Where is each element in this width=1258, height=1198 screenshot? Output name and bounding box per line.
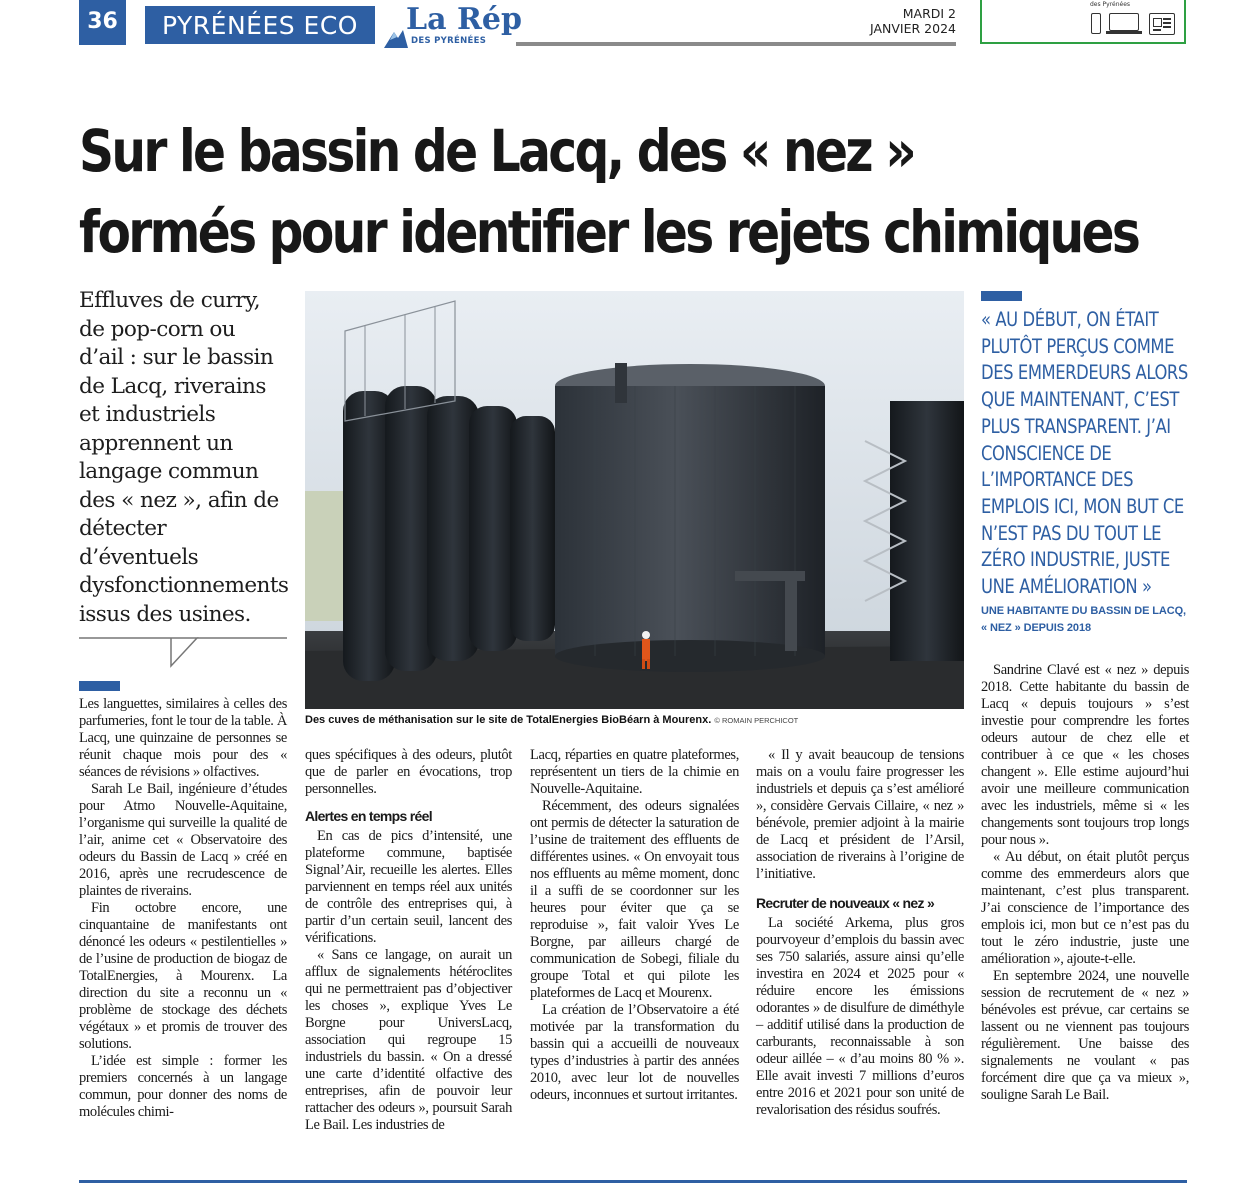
article-column-5 — [981, 662, 1189, 1104]
paragraph: Sarah Le Bail, ingénieure d’études pour Atmo Nouvelle-Aquitaine, l’organisme qui surveille la qualité de l’air, anime cet « Observatoire des odeurs du Bassin de Lacq » créé en 2016, après une recrudescence de plaintes de riverains. — [79, 781, 287, 899]
paragraph: Récemment, des odeurs signalées ont permis de détecter la saturation de l’usine de traitement des effluents de différentes usines. « On envoyait tous nos effluents au même moment, donc il a suffi de se coordonner sur les heures pour éviter que ça se reproduise », fait valoir Yves Le Borgne, par ailleurs chargé de communication de Sobegi, filiale du groupe Total et qui pilote les plateformes de Lacq et Mourenx. — [530, 798, 739, 1001]
paragraph: Fin octobre encore, une cinquantaine de manifestants ont dénoncé les odeurs « pestilentielles » de l’usine de production de biogaz de TotalEnergies, à Mourenx. La direction du site a reconnu un « problème de stockage des déchets végétaux » et promis de trouver des solutions. — [79, 900, 287, 1052]
page-number: 36 — [79, 0, 126, 45]
newspaper-logo[interactable] — [384, 2, 522, 48]
logo-name: La Rép — [406, 2, 522, 37]
quote-attribution — [981, 603, 1211, 637]
column-accent-bar — [79, 681, 120, 691]
article-column-1 — [79, 696, 287, 1121]
paragraph: La société Arkema, plus gros pourvoyeur d’emplois du bassin avec ses 750 salariés, assure ainsi qu’elle investira en 2024 et 2025 pour « réduire encore les émissions odorantes » de disulfure de diméthyle – additif utilisé dans la production de carburants, reconnaissable à son odeur aillée – « d’au moins 80 % ». Elle avait investi 7 millions d’euros entre 2016 et 2021 pour son unité de revalorisation des résidus soufrés. — [756, 915, 964, 1118]
methanisation-tanks-illustration — [305, 291, 964, 709]
logo-subtitle: DES PYRÉNÉES — [411, 36, 487, 46]
intro-speech-pointer — [79, 636, 287, 668]
mountain-icon — [384, 10, 408, 50]
newspaper-icon — [1149, 13, 1175, 35]
paragraph: Lacq, réparties en quatre plateformes, représentent un tiers de la chimie en Nouvelle-Aquitaine. — [530, 747, 739, 797]
article-intro: Effluves de curry, de pop-corn ou d’ail : sur le bassin de Lacq, riverains et industriels apprennent un langage commun des « nez », afin de détecter d’éventuels dysfonctionnements issus des usines. — [79, 288, 289, 627]
quote-author-line-2: « NEZ » DEPUIS 2018 — [981, 622, 1091, 634]
paragraph: ques spécifiques à des odeurs, plutôt que de parler en évocations, trop personnelles. — [305, 747, 512, 797]
quote-accent-bar — [981, 291, 1022, 301]
article-photo[interactable] — [305, 291, 964, 709]
caption-text: Des cuves de méthanisation sur le site de TotalEnergies BioBéarn à Mourenx. — [305, 714, 712, 726]
date-line-2: JANVIER 2024 — [870, 21, 956, 36]
paragraph: L’idée est simple : former les premiers concernés à un langage commun, pour donner des noms de molécules chimi- — [79, 1053, 287, 1120]
paragraph: En cas de pics d’intensité, une plateforme commune, baptisée Signal’Air, recueille les alertes. Elles parviennent en temps réel aux unités de contrôle des entreprises qui, à partir d’un certain seuil, lancent des vérifications. — [305, 828, 512, 946]
issue-date — [850, 6, 956, 36]
digital-promo-box[interactable] — [980, 0, 1186, 44]
header-rule — [516, 42, 956, 46]
laptop-icon — [1109, 13, 1139, 31]
subheading: Alertes en temps réel — [305, 808, 432, 824]
paragraph: La création de l’Observatoire a été motivée par la transformation du bassin qui a accueilli de nouveaux types d’industries à partir des années 2010, avec leur lot de nouvelles odeurs, inconnues et surtout irritantes. — [530, 1002, 739, 1103]
subheading: Recruter de nouveaux « nez » — [756, 895, 935, 911]
article-column-4 — [756, 747, 964, 1119]
article-column-3 — [530, 747, 739, 1104]
newspaper-photo-icon — [1153, 18, 1162, 27]
pull-quote: « AU DÉBUT, ON ÉTAIT PLUTÔT PERÇUS COMME DES EMMERDEURS ALORS QUE MAINTENANT, C’EST PLUS TRANSPARENT. J’AI CONSCIENCE DE L’IMPORTANCE DES EMPLOIS ICI, MON BUT CE N’EST PAS DU TOUT LE ZÉRO INDUSTRIE, JUSTE UNE AMÉLIORATION » — [981, 308, 1188, 599]
laptop-base-icon — [1106, 31, 1142, 34]
headline-line-2: formés pour identifier les rejets chimiques — [79, 198, 1139, 266]
phone-icon — [1091, 13, 1101, 34]
promo-text: des Pyrénées — [1090, 1, 1131, 8]
quote-author-line-1: UNE HABITANTE DU BASSIN DE LACQ, — [981, 605, 1186, 617]
paragraph: Sandrine Clavé est « nez » depuis 2018. Cette habitante du bassin de Lacq « depuis toujours » s’est investie pour comprendre les fortes odeurs autour de chez elle et contribuer à ce que « les choses changent ». Elle estime aujourd’hui avoir une meilleure communication avec les industriels, même si « les changements sont toujours trop longs pour nous ». — [981, 662, 1189, 848]
headline-line-1: Sur le bassin de Lacq, des « nez » — [79, 117, 915, 185]
photo-credit: © ROMAIN PERCHICOT — [714, 716, 799, 725]
date-line-1: MARDI 2 — [902, 6, 956, 21]
newspaper-lines-icon — [1163, 18, 1171, 20]
paragraph: « Au début, on était plutôt perçus comme des emmerdeurs alors que maintenant, c’est plus transparent. J’ai conscience de l’importance des emplois ici, mon but ce n’est pas du tout le zéro industrie, juste une amélioration », ajoute-t-elle. — [981, 849, 1189, 967]
paragraph: Les languettes, similaires à celles des parfumeries, font le tour de la table. À Lacq, une quinzaine de personnes se réunit chaque mois pour des « séances de révisions » olfactives. — [79, 696, 287, 780]
footer-rule — [79, 1180, 1187, 1183]
paragraph: « Il y avait beaucoup de tensions mais on a voulu faire progresser les industriels et depuis ça s’est amélioré », considère Gervais Cillaire, « nez » bénévole, premier adjoint à la mairie de Lacq et président de l’Arsil, association de riverains à l’origine de l’initiative. — [756, 747, 964, 882]
article-column-2 — [305, 747, 512, 1134]
photo-caption — [305, 713, 985, 728]
paragraph: « Sans ce langage, on aurait un afflux de signalements hétéroclites qui ne permettraient pas d’objectiver les choses », explique Yves Le Borgne pour UniversLacq, association qui regroupe 15 industriels du bassin. « On a dressé une carte d’identité olfactive des entreprises, afin de pouvoir leur rattacher des odeurs », poursuit Sarah Le Bail. Les industries de — [305, 947, 512, 1133]
headline — [79, 111, 1139, 273]
section-label: PYRÉNÉES ECO — [145, 6, 375, 44]
paragraph: En septembre 2024, une nouvelle session de recrutement de « nez » bénévoles est prévue, car certains se lassent ou ne viennent pas toujours régulièrement. Une baisse des signalements ne voulant « pas forcément dire que ça va mieux », souligne Sarah Le Bail. — [981, 968, 1189, 1103]
